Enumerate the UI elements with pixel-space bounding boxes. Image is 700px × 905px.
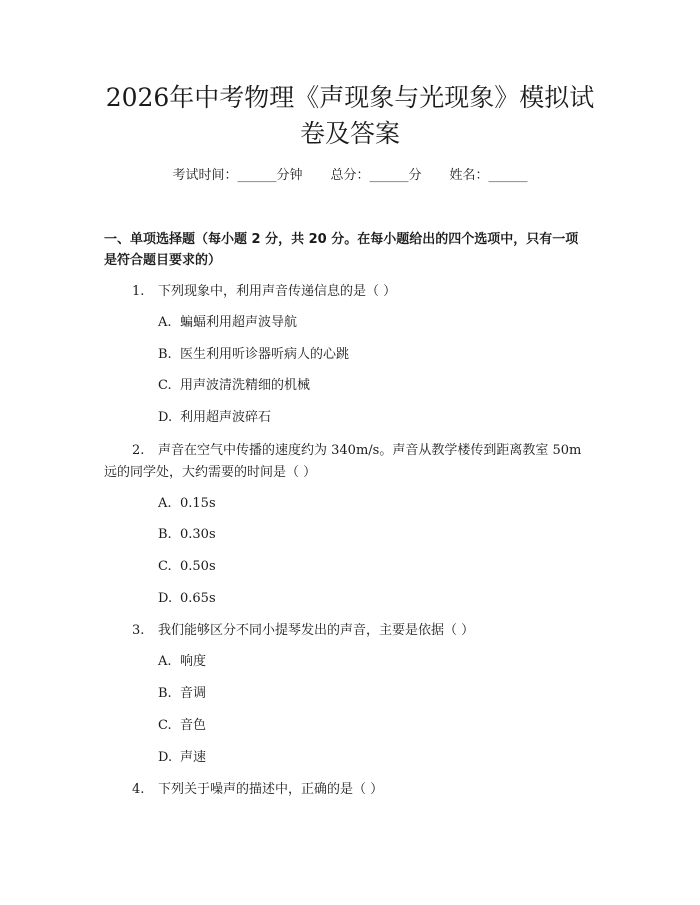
question-number: 3.: [132, 623, 145, 638]
option-letter: C.: [158, 559, 172, 574]
option-text: 声速: [180, 750, 207, 765]
option-text: 用声波清洗精细的机械: [180, 378, 311, 393]
option-letter: B.: [158, 347, 172, 362]
question-3-option-c: [158, 716, 598, 736]
question-3-option-a: [158, 652, 598, 672]
option-text: 音调: [180, 686, 207, 701]
option-letter: C.: [158, 378, 172, 393]
option-text: 0.30s: [180, 527, 216, 542]
option-text: 蝙蝠利用超声波导航: [180, 315, 298, 330]
option-text: 利用超声波碎石: [180, 410, 272, 425]
question-1-option-d: [158, 408, 598, 428]
question-text: 下列关于噪声的描述中，正确的是（ ）: [158, 782, 384, 797]
question-text: 声音在空气中传播的速度约为 340m/s。声音从教学楼传到距离教室 50m: [158, 443, 582, 458]
student-name-label: 姓名：______: [449, 168, 528, 183]
question-2-stem-line-2: 远的同学处，大约需要的时间是（ ）: [104, 465, 317, 480]
question-text: 下列现象中，利用声音传递信息的是（ ）: [158, 284, 397, 299]
option-letter: B.: [158, 686, 172, 701]
question-2-option-d: [158, 589, 598, 609]
question-2-option-c: [158, 557, 598, 577]
section-heading-line-1: 一、单项选择题（每小题 2 分，共 20 分。在每小题给出的四个选项中，只有一项: [104, 232, 579, 247]
question-number: 4.: [132, 782, 145, 797]
option-text: 0.50s: [180, 559, 216, 574]
question-number: 1.: [132, 284, 145, 299]
option-text: 0.65s: [180, 591, 216, 606]
question-1-option-a: [158, 313, 598, 333]
question-1-option-b: [158, 345, 598, 365]
exam-title-line-1: 2026年中考物理《声现象与光现象》模拟试: [105, 83, 595, 112]
option-letter: A.: [158, 654, 172, 669]
option-letter: D.: [158, 591, 173, 606]
exam-score-label: 总分：______分: [330, 168, 422, 183]
question-2-option-b: [158, 525, 598, 545]
option-letter: A.: [158, 496, 172, 511]
option-letter: D.: [158, 410, 173, 425]
question-3-option-b: [158, 684, 598, 704]
section-heading-line-2: 是符合题目要求的）: [104, 253, 222, 268]
option-letter: B.: [158, 527, 172, 542]
exam-meta: [0, 166, 700, 186]
option-text: 响度: [180, 654, 207, 669]
option-text: 音色: [180, 718, 207, 733]
exam-time-label: 考试时间：______分钟: [172, 168, 303, 183]
question-3-option-d: [158, 748, 598, 768]
option-text: 0.15s: [180, 496, 216, 511]
question-2-stem-line-1: [104, 440, 604, 461]
option-text: 医生利用听诊器听病人的心跳: [180, 347, 350, 362]
question-1-option-c: [158, 376, 598, 396]
question-text: 我们能够区分不同小提琴发出的声音，主要是依据（ ）: [158, 623, 475, 638]
question-2-option-a: [158, 494, 598, 514]
question-1-stem: [104, 281, 604, 302]
question-3-stem: [104, 620, 604, 641]
option-letter: A.: [158, 315, 172, 330]
option-letter: C.: [158, 718, 172, 733]
question-number: 2.: [132, 443, 145, 458]
option-letter: D.: [158, 750, 173, 765]
question-4-stem: [104, 779, 604, 800]
exam-title-line-2: 卷及答案: [299, 119, 400, 148]
